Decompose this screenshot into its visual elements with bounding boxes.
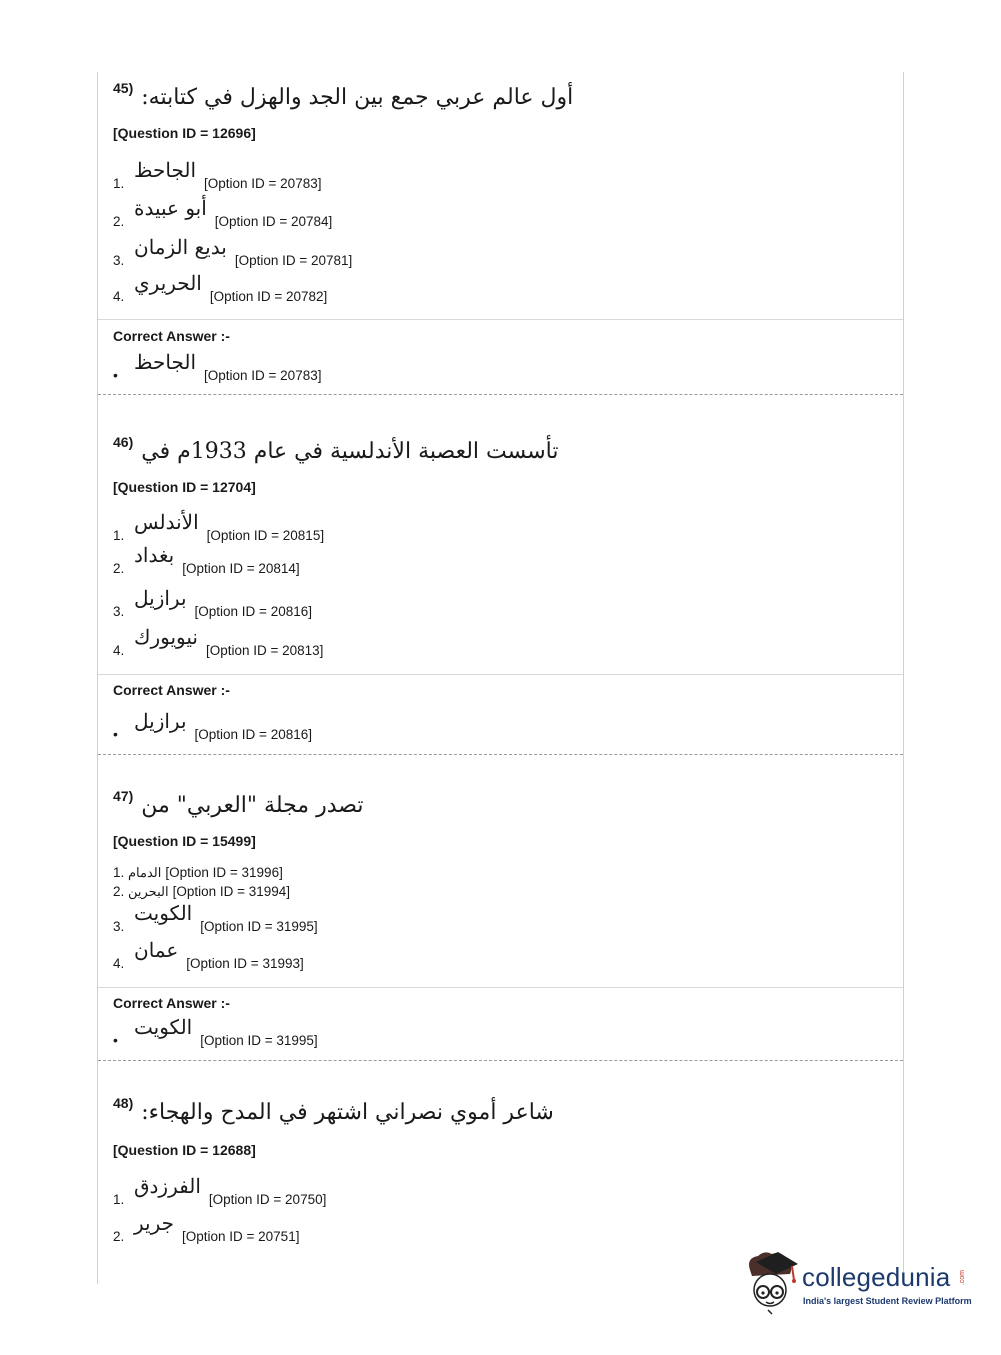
option-id: [Option ID = 31994] — [172, 884, 291, 899]
bullet: • — [113, 367, 118, 383]
option-id: [Option ID = 31995] — [200, 919, 318, 934]
option-4[interactable] — [113, 627, 323, 659]
section-divider — [98, 987, 903, 988]
option-3[interactable] — [113, 588, 312, 620]
page-frame-right — [903, 72, 904, 1284]
correct-answer — [113, 711, 312, 743]
option-number: 4. — [113, 643, 125, 658]
option-1[interactable] — [113, 512, 324, 544]
option-id: [Option ID = 20814] — [182, 561, 300, 576]
correct-answer-text: برازيل — [134, 709, 187, 733]
option-text: جرير — [134, 1211, 174, 1235]
question-divider — [98, 1060, 903, 1061]
option-id: [Option ID = 20784] — [214, 214, 333, 229]
question-id: [Question ID = 15499] — [113, 833, 256, 849]
option-text: الدمام — [128, 866, 162, 881]
question-header — [113, 70, 573, 110]
correct-answer-id: [Option ID = 20783] — [204, 368, 322, 383]
option-number: 4. — [113, 289, 125, 304]
logo-domain: .com — [959, 1270, 966, 1286]
option-2[interactable] — [113, 884, 290, 900]
option-id: [Option ID = 20816] — [194, 604, 312, 619]
option-text: الحريري — [134, 271, 202, 295]
option-number: 2. — [113, 1229, 125, 1244]
option-id: [Option ID = 20815] — [206, 528, 325, 543]
correct-answer — [113, 352, 321, 384]
correct-answer-label: Correct Answer :- — [113, 328, 230, 344]
option-id: [Option ID = 20750] — [208, 1192, 327, 1207]
correct-answer-id: [Option ID = 20816] — [194, 727, 312, 742]
option-number: 1. — [113, 176, 125, 191]
option-2[interactable] — [113, 1213, 299, 1245]
option-text: أبو عبيدة — [134, 196, 207, 220]
option-4[interactable] — [113, 940, 304, 972]
correct-answer-text: الجاحظ — [134, 350, 197, 374]
option-text: الكويت — [134, 901, 193, 925]
option-id: [Option ID = 20813] — [205, 643, 324, 658]
correct-answer-id: [Option ID = 31995] — [200, 1033, 318, 1048]
option-number: 3. — [113, 253, 125, 268]
bullet: • — [113, 726, 118, 742]
option-number: 2. — [113, 884, 125, 899]
option-3[interactable] — [113, 237, 352, 269]
question-divider — [98, 394, 903, 395]
option-id: [Option ID = 20782] — [209, 289, 328, 304]
option-1[interactable] — [113, 1176, 326, 1208]
option-3[interactable] — [113, 903, 318, 935]
question-number: 46) — [113, 434, 134, 450]
option-2[interactable] — [113, 198, 332, 230]
option-number: 3. — [113, 604, 125, 619]
option-number: 1. — [113, 1192, 125, 1207]
option-id: [Option ID = 20751] — [182, 1229, 300, 1244]
logo-tagline: India's largest Student Review Platform — [803, 1296, 972, 1306]
correct-answer-label: Correct Answer :- — [113, 995, 230, 1011]
correct-answer — [113, 1017, 318, 1049]
mascot-icon — [742, 1248, 800, 1316]
option-number: 3. — [113, 919, 125, 934]
question-number: 45) — [113, 80, 134, 96]
correct-answer-label: Correct Answer :- — [113, 682, 230, 698]
question-id: [Question ID = 12688] — [113, 1142, 256, 1158]
question-header — [113, 1085, 554, 1125]
option-text: بديع الزمان — [134, 235, 227, 259]
option-text: الأندلس — [134, 510, 199, 534]
option-text: عمان — [134, 938, 179, 962]
question-header — [113, 424, 559, 464]
question-text: تصدر مجلة "العربي" من — [141, 793, 364, 818]
question-id: [Question ID = 12704] — [113, 479, 256, 495]
option-number: 2. — [113, 561, 125, 576]
option-number: 1. — [113, 865, 125, 880]
option-1[interactable] — [113, 160, 321, 192]
question-id: [Question ID = 12696] — [113, 125, 256, 141]
option-text: برازيل — [134, 586, 187, 610]
option-text: نيويورك — [134, 625, 198, 649]
option-text: الفرزدق — [134, 1174, 201, 1198]
option-id: [Option ID = 20781] — [234, 253, 353, 268]
option-2[interactable] — [113, 545, 300, 577]
question-divider — [98, 754, 903, 755]
logo-wordmark: collegedunia — [802, 1262, 951, 1292]
page-frame-left — [97, 72, 98, 1284]
option-text: بغداد — [134, 543, 175, 567]
question-number: 47) — [113, 788, 134, 804]
option-4[interactable] — [113, 273, 327, 305]
option-text: الجاحظ — [134, 158, 197, 182]
bullet: • — [113, 1032, 118, 1048]
collegedunia-logo — [742, 1248, 972, 1316]
section-divider — [98, 319, 903, 320]
question-header — [113, 778, 363, 818]
question-text: تأسست العصبة الأندلسية في عام 1933م في — [141, 439, 559, 464]
correct-answer-text: الكويت — [134, 1015, 193, 1039]
option-text: البحرين — [128, 885, 169, 900]
section-divider — [98, 674, 903, 675]
option-number: 2. — [113, 214, 125, 229]
option-id: [Option ID = 20783] — [204, 176, 322, 191]
option-1[interactable] — [113, 865, 283, 881]
question-text: شاعر أموي نصراني اشتهر في المدح والهجاء: — [141, 1100, 554, 1125]
option-number: 4. — [113, 956, 125, 971]
question-number: 48) — [113, 1095, 134, 1111]
question-text: أول عالم عربي جمع بين الجد والهزل في كتابته: — [141, 85, 574, 110]
option-id: [Option ID = 31996] — [165, 865, 283, 880]
option-id: [Option ID = 31993] — [186, 956, 304, 971]
option-number: 1. — [113, 528, 125, 543]
